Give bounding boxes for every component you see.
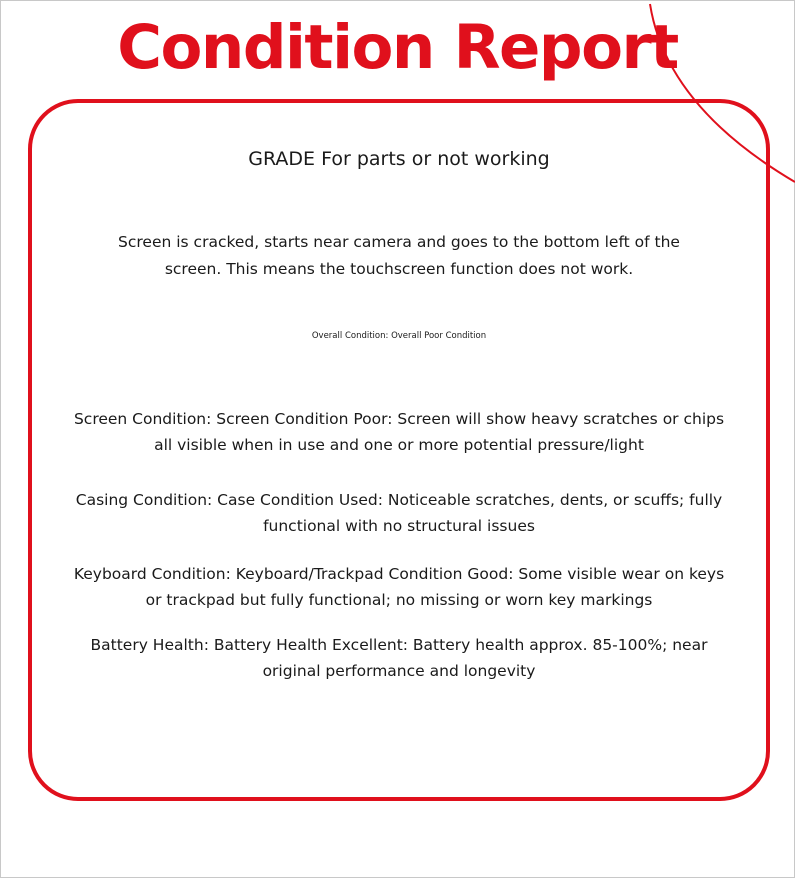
screen-condition: Screen Condition: Screen Condition Poor: Screen will show heavy scratches or chips all visible when in use and one or more potential pressure/light xyxy=(73,410,725,454)
report-title: Condition Report xyxy=(117,12,678,83)
condition-notes: Screen is cracked, starts near camera and goes to the bottom left of the screen. This means the touchscreen function does not work. xyxy=(118,233,680,278)
keyboard-condition: Keyboard Condition: Keyboard/Trackpad Condition Good: Some visible wear on keys or trackpad but fully functional; no missing or worn key markings xyxy=(73,565,725,609)
grade-text: GRADE For parts or not working xyxy=(248,148,550,170)
battery-health: Battery Health: Battery Health Excellent: Battery health approx. 85-100%; near original performance and longevity xyxy=(90,636,708,680)
casing-condition: Casing Condition: Case Condition Used: Noticeable scratches, dents, or scuffs; fully functional with no structural issues xyxy=(75,491,723,535)
overall-condition: Overall Condition: Overall Poor Condition xyxy=(311,331,487,341)
